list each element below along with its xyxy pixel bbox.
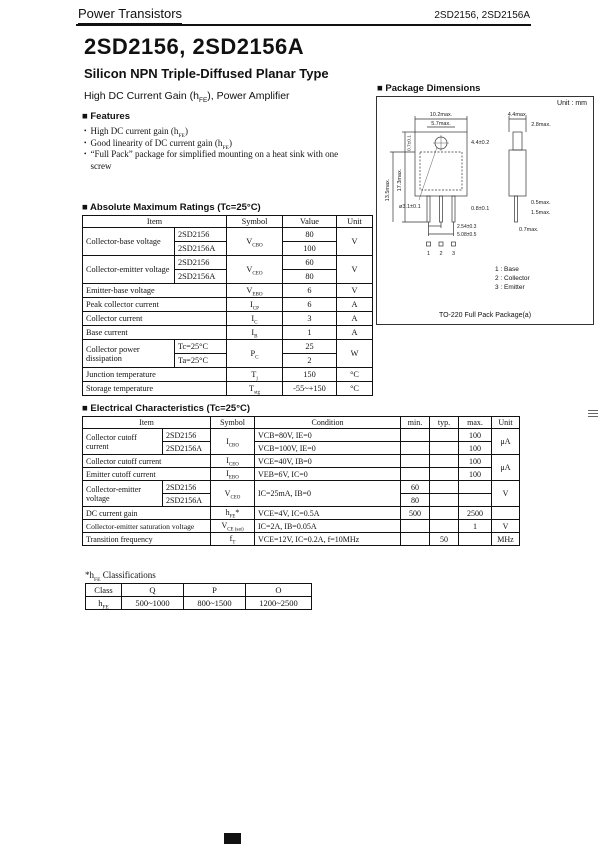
hfe-heading-pre: *h bbox=[85, 570, 94, 580]
table-row bbox=[86, 597, 312, 610]
symbol-base: h bbox=[225, 508, 230, 518]
features-heading: ■ Features bbox=[82, 111, 130, 122]
page-subtitle: Silicon NPN Triple-Diffused Planar Type bbox=[84, 66, 329, 81]
cell-symbol bbox=[227, 228, 283, 256]
feature-text bbox=[90, 138, 231, 150]
cell-symbol bbox=[227, 382, 283, 396]
cell-range-p: 800~1500 bbox=[184, 597, 246, 610]
table-row bbox=[83, 228, 373, 242]
cell-min bbox=[401, 520, 430, 533]
pin-legend-emitter: 3 : Emitter bbox=[495, 284, 525, 291]
cell-model: 2SD2156 bbox=[163, 429, 211, 442]
col-class-o: O bbox=[246, 584, 312, 597]
cell-max: 100 bbox=[459, 468, 492, 481]
cell-condition: VCE=40V, IB=0 bbox=[255, 455, 401, 468]
hfe-heading-sub: FE bbox=[94, 576, 101, 583]
cell-typ bbox=[430, 468, 459, 481]
symbol-sub: CBO bbox=[228, 443, 239, 449]
cell-range-o: 1200~2500 bbox=[246, 597, 312, 610]
symbol-base: I bbox=[226, 436, 229, 446]
table-row bbox=[83, 481, 520, 494]
pin-number-1: 1 bbox=[426, 251, 431, 257]
col-symbol: Symbol bbox=[227, 216, 283, 228]
table-header-row bbox=[83, 417, 520, 429]
pin-number-2: 2 bbox=[439, 251, 443, 257]
table-row bbox=[83, 298, 373, 312]
col-class-q: Q bbox=[122, 584, 184, 597]
symbol-base: f bbox=[229, 534, 233, 544]
dim-label-inner-width: 5.7max. bbox=[431, 121, 451, 127]
col-unit: Unit bbox=[492, 417, 520, 429]
cell-condition: Tc=25°C bbox=[175, 340, 227, 354]
cell-symbol bbox=[227, 312, 283, 326]
cell-typ bbox=[430, 455, 459, 468]
cell-max bbox=[459, 481, 492, 494]
symbol-sub: j bbox=[256, 375, 258, 382]
cell-min bbox=[401, 533, 430, 546]
symbol-sub: B bbox=[254, 333, 258, 340]
pin-number-3: 3 bbox=[451, 251, 456, 257]
symbol-sub: CP bbox=[252, 305, 260, 312]
cell-item: Emitter cutoff current bbox=[83, 468, 211, 481]
header-rule bbox=[76, 24, 531, 26]
cell-unit: V bbox=[492, 481, 520, 507]
absolute-maximum-ratings-table bbox=[82, 215, 373, 396]
table-header-row bbox=[83, 216, 373, 228]
cell-item: Collector-base voltage bbox=[83, 228, 175, 256]
cell-item: Transition frequency bbox=[83, 533, 211, 546]
cell-value: 80 bbox=[283, 228, 337, 242]
cell-max: 2500 bbox=[459, 507, 492, 520]
cell-max bbox=[459, 533, 492, 546]
cell-condition: IC=25mA, IB=0 bbox=[255, 481, 401, 507]
col-class-p: P bbox=[184, 584, 246, 597]
col-typ: typ. bbox=[430, 417, 459, 429]
table-row bbox=[83, 312, 373, 326]
cell-max: 100 bbox=[459, 455, 492, 468]
cell-value: 6 bbox=[283, 284, 337, 298]
dim-label-side-top: 2.8max. bbox=[531, 122, 551, 128]
pin-legend-base: 1 : Base bbox=[495, 266, 519, 273]
cell-symbol bbox=[211, 481, 255, 507]
symbol-sub: FE bbox=[229, 514, 236, 520]
cell-item: Collector cutoff current bbox=[83, 455, 211, 468]
package-dimensions-heading: ■ Package Dimensions bbox=[377, 83, 481, 94]
table-row bbox=[83, 382, 373, 396]
tagline-post: ), Power Amplifier bbox=[207, 90, 290, 102]
cell-typ bbox=[430, 429, 459, 442]
cell-value: 25 bbox=[283, 340, 337, 354]
col-min: min. bbox=[401, 417, 430, 429]
cell-value: 100 bbox=[283, 242, 337, 256]
cell-symbol bbox=[227, 256, 283, 284]
symbol-base: I bbox=[226, 469, 229, 479]
symbol-sub: EBO bbox=[228, 475, 239, 481]
cell-typ bbox=[430, 442, 459, 455]
dim-label-hole: ø3.1±0.1 bbox=[399, 204, 421, 210]
cell-item: Base current bbox=[83, 326, 227, 340]
symbol-sub: CEO bbox=[252, 270, 263, 277]
symbol-sub: CEO bbox=[228, 462, 239, 468]
symbol-base: P bbox=[250, 349, 256, 358]
dim-label-height: 17.3max. bbox=[397, 168, 403, 192]
dim-label-lead-width: 0.8±0.1 bbox=[471, 206, 490, 212]
symbol-base: V bbox=[246, 286, 253, 295]
cell-max: 1 bbox=[459, 520, 492, 533]
table-row bbox=[83, 429, 520, 442]
cell-row-label bbox=[86, 597, 122, 610]
cell-unit: °C bbox=[337, 382, 373, 396]
table-row bbox=[83, 520, 520, 533]
cell-item: Collector-emitter voltage bbox=[83, 481, 163, 507]
feature-text-sub: FE bbox=[178, 132, 185, 139]
col-value: Value bbox=[283, 216, 337, 228]
symbol-base: I bbox=[251, 328, 255, 337]
cell-model: 2SD2156 bbox=[163, 481, 211, 494]
symbol-sub: FE bbox=[102, 604, 109, 611]
cell-value: -55~+150 bbox=[283, 382, 337, 396]
cell-symbol bbox=[211, 520, 255, 533]
cell-condition: VCB=100V, IE=0 bbox=[255, 442, 401, 455]
feature-text bbox=[90, 126, 188, 138]
cell-value: 150 bbox=[283, 368, 337, 382]
cell-symbol bbox=[211, 455, 255, 468]
hfe-heading-post: Classifications bbox=[100, 570, 156, 580]
table-row bbox=[83, 284, 373, 298]
cell-min: 60 bbox=[401, 481, 430, 494]
cell-unit: μA bbox=[492, 455, 520, 481]
dim-label-lead3: 0.7max. bbox=[519, 227, 539, 233]
abs-max-heading: ■ Absolute Maximum Ratings (Tc=25°C) bbox=[82, 202, 261, 213]
cell-item: Collector-emitter saturation voltage bbox=[83, 520, 211, 533]
cell-unit: V bbox=[492, 520, 520, 533]
cell-unit: V bbox=[337, 256, 373, 284]
cell-unit: A bbox=[337, 312, 373, 326]
doc-part-numbers: 2SD2156, 2SD2156A bbox=[434, 10, 530, 21]
symbol-base: I bbox=[249, 300, 253, 309]
cell-condition: VCE=4V, IC=0.5A bbox=[255, 507, 401, 520]
cell-typ bbox=[430, 520, 459, 533]
feature-item bbox=[84, 138, 356, 150]
cell-unit bbox=[492, 507, 520, 520]
cell-item: Storage temperature bbox=[83, 382, 227, 396]
cell-symbol bbox=[211, 468, 255, 481]
col-unit: Unit bbox=[337, 216, 373, 228]
dim-label-lead2: 1.5max. bbox=[531, 210, 551, 216]
table-row bbox=[83, 533, 520, 546]
symbol-sub: C bbox=[255, 354, 259, 361]
symbol-footnote-star: * bbox=[235, 508, 240, 518]
cell-condition: IC=2A, IB=0.05A bbox=[255, 520, 401, 533]
col-condition: Condition bbox=[255, 417, 401, 429]
feature-text-pre: Good linearity of DC current gain (h bbox=[90, 137, 223, 148]
cell-max: 100 bbox=[459, 429, 492, 442]
dim-label-pitch2: 5.08±0.5 bbox=[457, 232, 477, 238]
col-class: Class bbox=[86, 584, 122, 597]
cell-range-q: 500~1000 bbox=[122, 597, 184, 610]
cell-value: 60 bbox=[283, 256, 337, 270]
symbol-sub: EBO bbox=[252, 291, 263, 298]
col-item: Item bbox=[83, 216, 227, 228]
table-row bbox=[83, 368, 373, 382]
cell-item: Junction temperature bbox=[83, 368, 227, 382]
cell-unit: MHz bbox=[492, 533, 520, 546]
package-name: TO-220 Full Pack Package(a) bbox=[438, 312, 532, 319]
doc-category: Power Transistors bbox=[78, 6, 182, 24]
dim-label-lead1: 0.5max. bbox=[531, 200, 551, 206]
cell-symbol bbox=[227, 326, 283, 340]
cell-unit: A bbox=[337, 298, 373, 312]
cell-typ bbox=[430, 494, 459, 507]
cell-item: Emitter-base voltage bbox=[83, 284, 227, 298]
tagline-sub: FE bbox=[198, 97, 208, 105]
tagline bbox=[84, 90, 290, 105]
cell-item: Collector cutoff current bbox=[83, 429, 163, 455]
page-end-marker bbox=[224, 833, 241, 844]
table-row bbox=[83, 256, 373, 270]
symbol-base: T bbox=[251, 370, 257, 379]
cell-symbol bbox=[227, 284, 283, 298]
cell-model: 2SD2156A bbox=[163, 494, 211, 507]
table-row bbox=[83, 507, 520, 520]
cell-symbol bbox=[227, 340, 283, 368]
feature-item bbox=[84, 149, 356, 172]
hfe-classifications-table bbox=[85, 583, 312, 610]
cell-item: DC current gain bbox=[83, 507, 211, 520]
pin-legend-collector: 2 : Collector bbox=[495, 275, 530, 282]
hfe-classifications-heading bbox=[85, 570, 156, 583]
electrical-characteristics-table bbox=[82, 416, 520, 546]
cell-unit: V bbox=[337, 228, 373, 256]
symbol-sub: stg bbox=[254, 389, 261, 396]
cell-model: 2SD2156 bbox=[175, 228, 227, 242]
cell-min bbox=[401, 442, 430, 455]
registration-mark bbox=[588, 410, 598, 419]
table-header-row bbox=[86, 584, 312, 597]
symbol-base: V bbox=[221, 521, 228, 531]
cell-max bbox=[459, 494, 492, 507]
cell-condition: Ta=25°C bbox=[175, 354, 227, 368]
cell-symbol bbox=[211, 429, 255, 455]
feature-text-sub: FE bbox=[222, 144, 229, 151]
dim-label-body-thickness: 4.4±0.2 bbox=[471, 140, 490, 146]
tagline-pre: High DC Current Gain (h bbox=[84, 90, 199, 102]
dim-label-side-width: 4.4max. bbox=[507, 112, 528, 118]
cell-typ bbox=[430, 507, 459, 520]
elec-char-heading: ■ Electrical Characteristics (Tc=25°C) bbox=[82, 403, 251, 414]
cell-unit: μA bbox=[492, 429, 520, 455]
cell-symbol bbox=[227, 368, 283, 382]
cell-min: 500 bbox=[401, 507, 430, 520]
cell-symbol bbox=[211, 533, 255, 546]
table-row bbox=[83, 455, 520, 468]
symbol-base: T bbox=[248, 384, 255, 393]
cell-symbol bbox=[211, 507, 255, 520]
symbol-base: V bbox=[246, 237, 253, 246]
cell-condition: VCB=80V, IE=0 bbox=[255, 429, 401, 442]
unit-note: Unit : mm bbox=[557, 100, 587, 107]
cell-value: 1 bbox=[283, 326, 337, 340]
pin-legend bbox=[495, 265, 530, 292]
cell-unit: A bbox=[337, 326, 373, 340]
cell-symbol bbox=[227, 298, 283, 312]
cell-model: 2SD2156A bbox=[175, 270, 227, 284]
col-item: Item bbox=[83, 417, 211, 429]
bullet-icon: • bbox=[84, 127, 87, 135]
cell-value: 3 bbox=[283, 312, 337, 326]
features-list bbox=[84, 126, 356, 172]
symbol-base: I bbox=[226, 456, 229, 466]
cell-value: 2 bbox=[283, 354, 337, 368]
cell-item: Collector power dissipation bbox=[83, 340, 175, 368]
bullet-icon: • bbox=[84, 138, 87, 147]
feature-text-pre: High DC current gain (h bbox=[90, 126, 179, 136]
cell-max: 100 bbox=[459, 442, 492, 455]
dim-label-pitch1: 2.54±0.3 bbox=[457, 224, 477, 230]
cell-item: Peak collector current bbox=[83, 298, 227, 312]
symbol-sub: C bbox=[254, 319, 258, 326]
dim-label-width: 10.2max. bbox=[429, 112, 453, 118]
table-row bbox=[83, 468, 520, 481]
feature-text-post: ) bbox=[228, 137, 232, 148]
cell-value: 80 bbox=[283, 270, 337, 284]
cell-min bbox=[401, 429, 430, 442]
cell-typ bbox=[430, 481, 459, 494]
feature-text: “Full Pack” package for simplified mounting on a heat sink with one screw bbox=[90, 149, 339, 171]
cell-model: 2SD2156A bbox=[175, 242, 227, 256]
col-symbol: Symbol bbox=[211, 417, 255, 429]
cell-value: 6 bbox=[283, 298, 337, 312]
cell-min: 80 bbox=[401, 494, 430, 507]
cell-unit: °C bbox=[337, 368, 373, 382]
dim-label-lower-height: 13.5max. bbox=[385, 178, 391, 202]
symbol-sub: CEO bbox=[230, 495, 241, 501]
cell-condition: VCE=12V, IC=0.2A, f=10MHz bbox=[255, 533, 401, 546]
table-row bbox=[83, 326, 373, 340]
col-max: max. bbox=[459, 417, 492, 429]
feature-text-post: ) bbox=[184, 126, 188, 136]
cell-unit: W bbox=[337, 340, 373, 368]
cell-condition: VEB=6V, IC=0 bbox=[255, 468, 401, 481]
symbol-base: I bbox=[251, 314, 255, 323]
feature-item bbox=[84, 126, 356, 138]
cell-typ: 50 bbox=[430, 533, 459, 546]
package-drawing bbox=[379, 110, 591, 258]
dim-label-tab-thickness: 0.7±0.1 bbox=[407, 135, 413, 151]
symbol-base: V bbox=[224, 488, 231, 498]
symbol-sub: CBO bbox=[252, 242, 263, 249]
symbol-base: h bbox=[98, 598, 103, 608]
symbol-base: V bbox=[246, 265, 253, 274]
package-dimensions-box bbox=[376, 96, 594, 325]
bullet-icon: • bbox=[84, 150, 87, 158]
cell-unit: V bbox=[337, 284, 373, 298]
symbol-sub: T bbox=[232, 540, 236, 546]
symbol-sub: CE (sat) bbox=[227, 527, 244, 533]
cell-min bbox=[401, 455, 430, 468]
cell-model: 2SD2156A bbox=[163, 442, 211, 455]
cell-item: Collector-emitter voltage bbox=[83, 256, 175, 284]
cell-min bbox=[401, 468, 430, 481]
cell-model: 2SD2156 bbox=[175, 256, 227, 270]
table-row bbox=[83, 340, 373, 354]
cell-item: Collector current bbox=[83, 312, 227, 326]
page-title: 2SD2156, 2SD2156A bbox=[84, 34, 305, 59]
